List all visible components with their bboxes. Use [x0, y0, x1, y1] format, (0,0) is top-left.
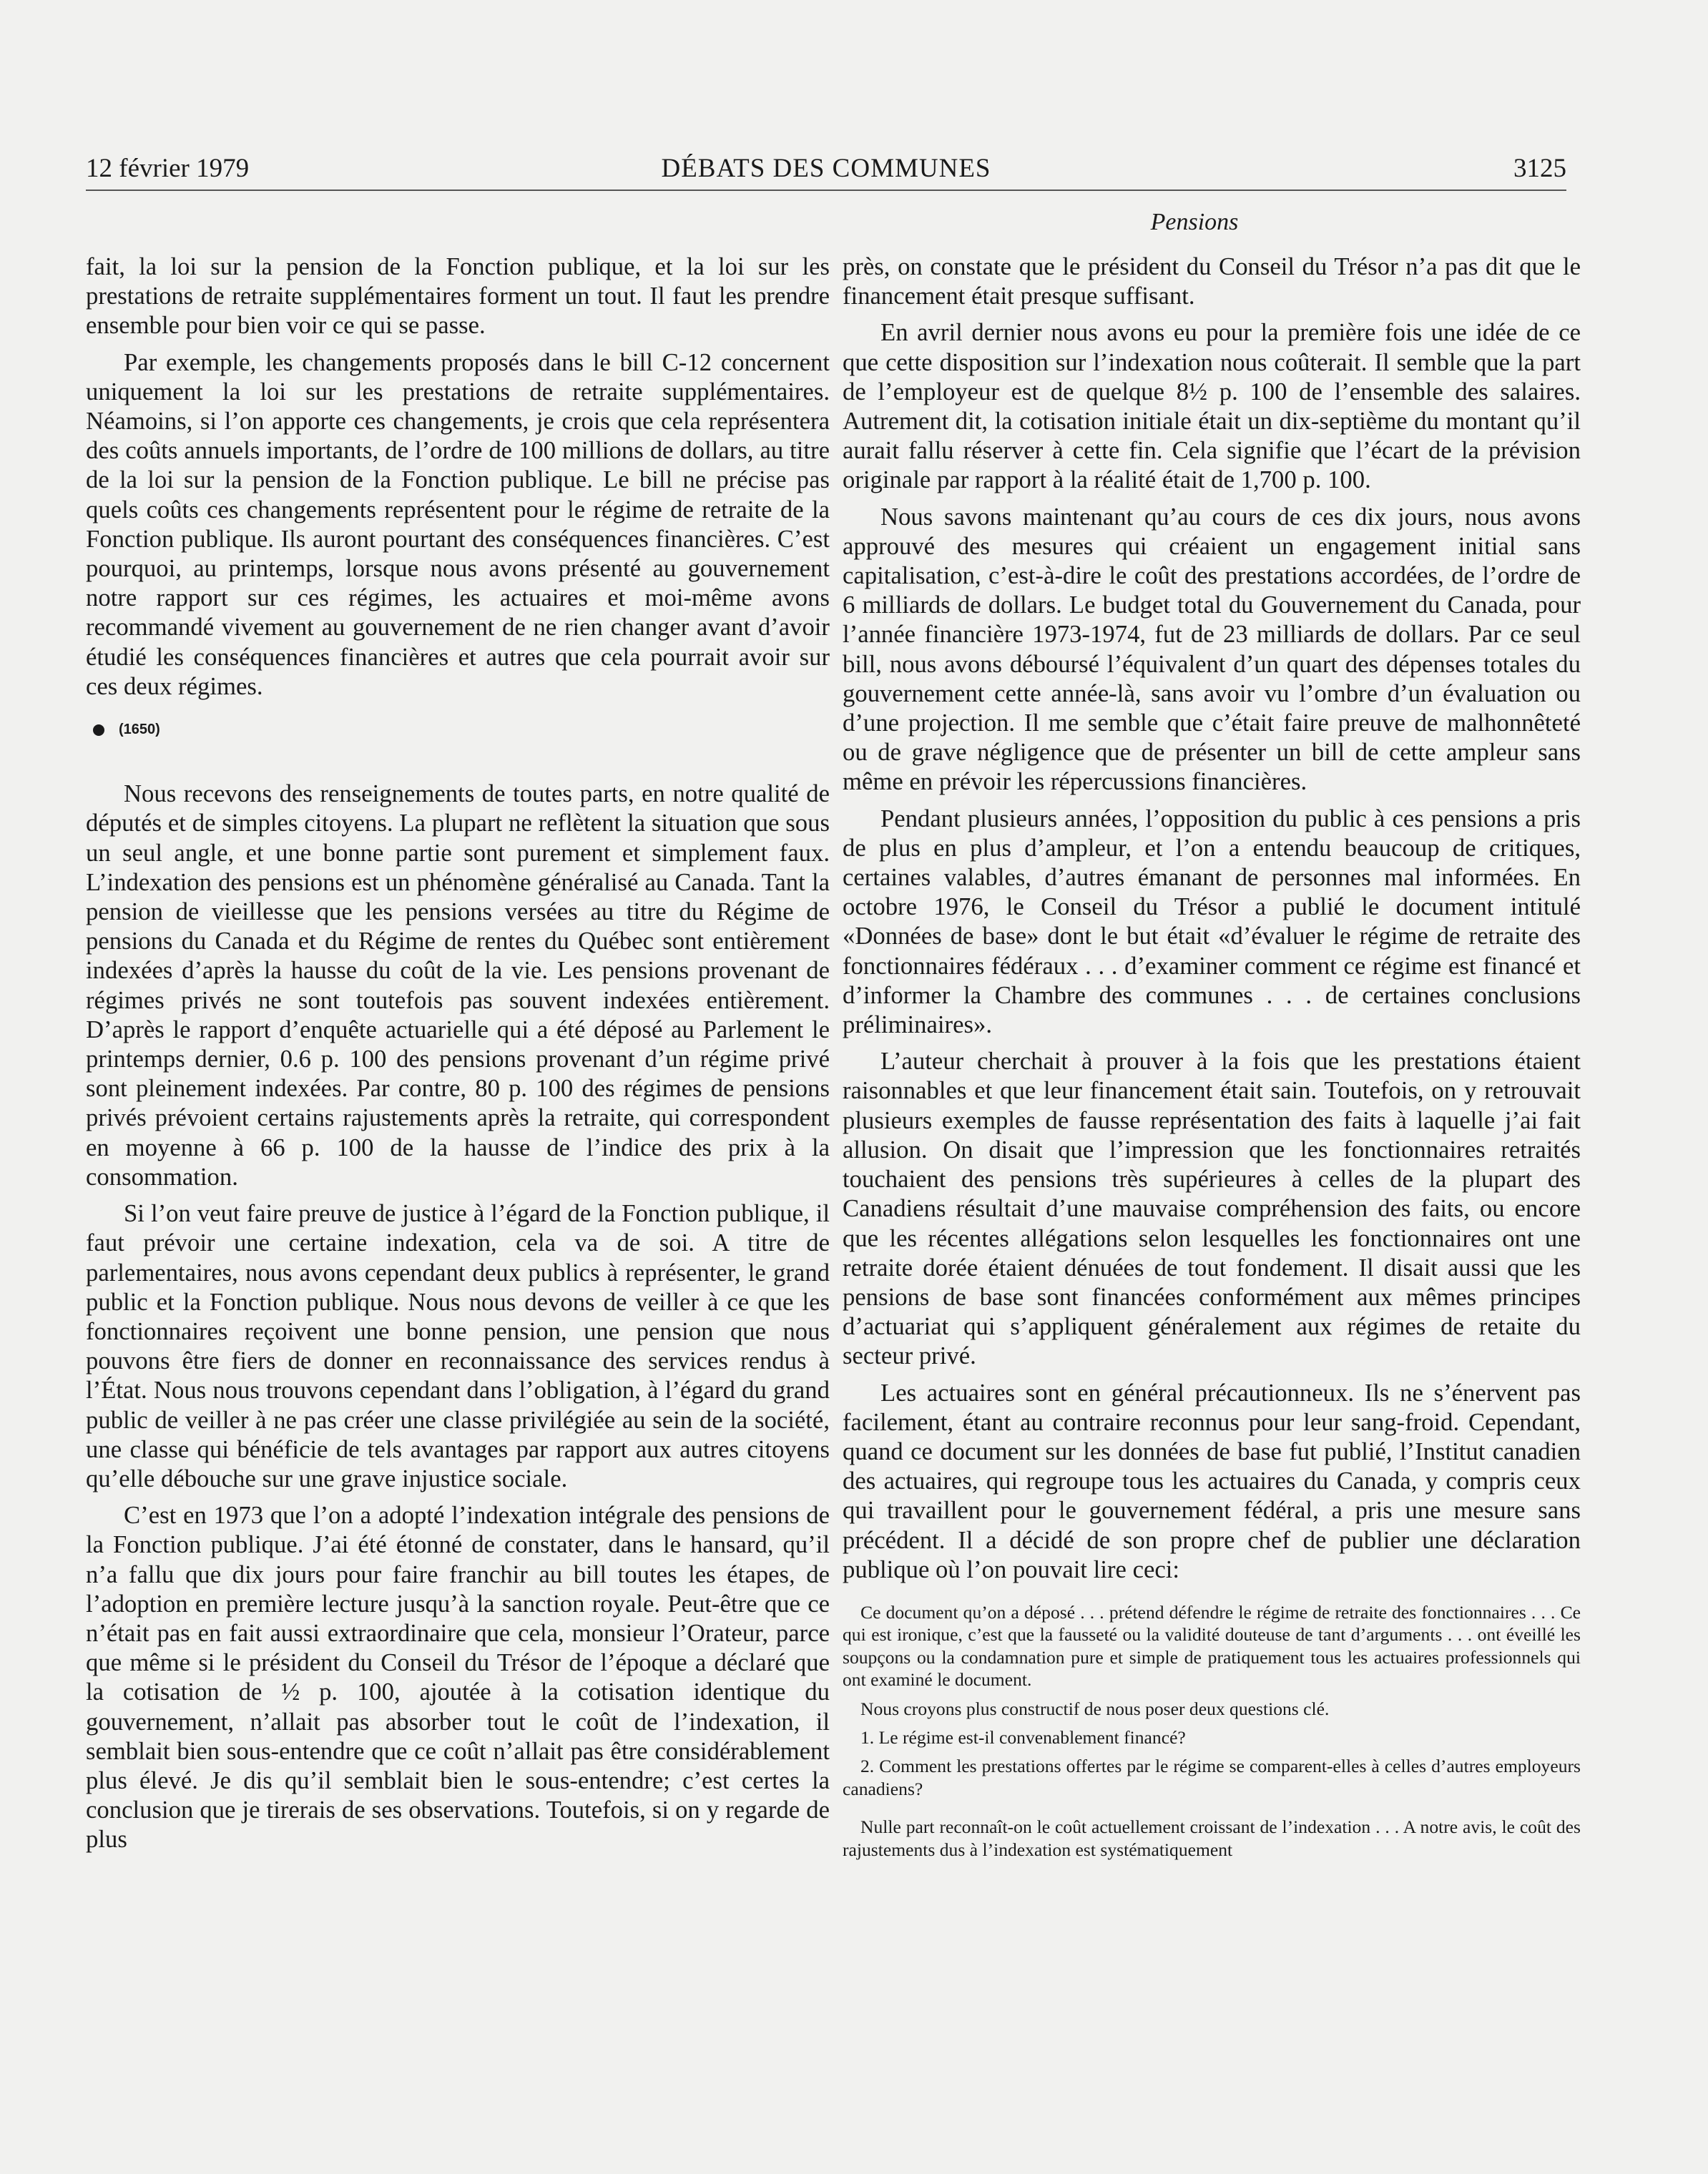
quote-paragraph: Ce document qu’on a déposé . . . prétend défendre le régime de retraite des fonctionnaires . . . Ce qui est ironique, c’est que la fausseté ou la validité douteuse de tant d’arguments . . . ont éveillé les soupçons ou la condamnation pure et simple de pratiquement tous les actuaires professionnels qui ont examiné le document. [843, 1601, 1581, 1691]
block-quote [843, 1601, 1581, 1861]
paragraph: près, on constate que le président du Conseil du Trésor n’a pas dit que le financement était presque suffisant. [843, 252, 1581, 310]
paragraph: C’est en 1973 que l’on a adopté l’indexation intégrale des pensions de la Fonction publique. J’ai été étonné de constater, dans le hansard, qu’il n’a fallu que dix jours pour faire franchir au bill toutes les étapes, de l’adoption en première lecture jusqu’à la sanction royale. Peut-être que ce n’était pas en fait aussi extraordinaire que cela, monsieur l’Orateur, parce que même si le président du Conseil du Trésor de l’époque a déclaré que la cotisation de ½ p. 100, ajoutée à la cotisation identique du gouvernement, n’allait pas absorber tout le coût de l’indexation, il semblait bien sous-entendre que ce coût n’allait pas être considérablement plus élevé. Je dis qu’il semblait bien le sous-entendre; c’est certes la conclusion que je tirerais de ses observations. Toutefois, si on y regarde de plus [86, 1501, 830, 1854]
paragraph: Pendant plusieurs années, l’opposition du public à ces pensions a pris de plus en plus d’ampleur, et l’on a entendu beaucoup de critiques, certaines valables, d’autres émanant de personnes mal informées. En octobre 1976, le Conseil du Trésor a publié le document intitulé «Données de base» dont le but était «d’évaluer le régime de retraite des fonctionnaires fédéraux . . . d’examiner comment ce régime est financé et d’informer la Chambre des communes . . . de certaines conclusions préliminaires». [843, 804, 1581, 1039]
paragraph: Les actuaires sont en général précautionneux. Ils ne s’énervent pas facilement, étant au contraire reconnus pour leur sang-froid. Cependant, quand ce document sur les données de base fut publié, l’Institut canadien des actuaires, qui regroupe tous les actuaires du Canada, y compris ceux qui travaillent pour le gouvernement fédéral, a pris une mesure sans précédent. Il a décidé de son propre chef de publier une déclaration publique où l’on pouvait lire ceci: [843, 1378, 1581, 1583]
time-marker-label: (1650) [119, 722, 160, 738]
paragraph: Si l’on veut faire preuve de justice à l’égard de la Fonction publique, il faut prévoir une certaine indexation, cela va de soi. A titre de parlementaires, nous avons cependant deux publics à représenter, le grand public et la Fonction publique. Nous nous devons de veiller à ce que les fonctionnaires reçoivent une bonne pension, une pension que nous pouvons être fiers de donner en reconnaissance des services rendus à l’État. Nous nous trouvons cependant dans l’obligation, à l’égard du grand public de veiller à ne pas créer une classe privilégiée au sein de la société, une classe qui bénéficie de tels avantages par rapport aux autres citoyens qu’elle débouche sur une grave injustice sociale. [86, 1199, 830, 1492]
paragraph: Nous savons maintenant qu’au cours de ces dix jours, nous avons approuvé des mesures qui créaient un engagement initial sans capitalisation, c’est-à-dire le coût des prestations accordées, de l’ordre de 6 milliards de dollars. Le budget total du Gouvernement du Canada, pour l’année financière 1973-1974, fut de 23 milliards de dollars. Par ce seul bill, nous avons déboursé l’équivalent d’un quart des dépenses totales du gouvernement cette année-là, sans avoir vu l’ombre d’un évaluation ou d’une projection. Il me semble que c’était faire preuve de malhonnêteté ou de grave négligence que de présenter un bill de cette ampleur sans même en prévoir les répercussions financières. [843, 502, 1581, 796]
header-title: DÉBATS DES COMMUNES [661, 154, 991, 183]
quote-paragraph: Nous croyons plus constructif de nous poser deux questions clé. [860, 1698, 1330, 1719]
section-title: Pensions [1150, 209, 1239, 235]
right-column [843, 252, 1581, 1861]
paragraph: L’auteur cherchait à prouver à la fois que les prestations étaient raisonnables et que leur financement était sain. Toutefois, on y retrouvait plusieurs exemples de fausse représentation des faits à laquelle j’ai fait allusion. On disait que l’impression que les fonctionnaires retraités touchaient des pensions très supérieures à celles de la plupart des Canadiens résultait d’une mauvaise compréhension des faits, ou encore que les récentes allégations selon lesquelles les fonctionnaires ont une retraite dorée étaient dénuées de tout fondement. Il disait aussi que les pensions de base sont financées conformément aux mêmes principes d’actuariat qui s’appliquent généralement aux régimes de retaite du secteur privé. [843, 1047, 1581, 1370]
header-rule [86, 190, 1566, 191]
paragraph: Par exemple, les changements proposés dans le bill C-12 concernent uniquement la loi sur les prestations de retraite supplémentaires. Néamoins, si l’on apporte ces changements, je crois que cela représentera des coûts annuels importants, de l’ordre de 100 millions de dollars, au titre de la loi sur la pension de la Fonction publique. Le bill ne précise pas quels coûts ces changements représentent pour le régime de retraite de la Fonction publique. Ils auront pourtant des conséquences financières. C’est pourquoi, au printemps, lorsque nous avons présenté au gouvernement notre rapport sur ces régimes, les actuaires et moi-même avons recommandé vivement au gouvernement de ne rien changer avant d’avoir étudié les conséquences financières et autres que cela pourrait avoir sur ces deux régimes. [86, 348, 830, 700]
paragraph: En avril dernier nous avons eu pour la première fois une idée de ce que cette disposition sur l’indexation nous coûterait. Il semble que la part de l’employeur est de quelque 8½ p. 100 de l’ensemble des salaires. Autrement dit, la cotisation initiale était un dix-septième du montant qu’il aurait fallu réserver à cette fin. Cela signifie que l’écart de la prévision originale par rapport à la réalité était de 1,700 p. 100. [843, 318, 1581, 494]
header-date: 12 février 1979 [86, 154, 250, 183]
paragraph: fait, la loi sur la pension de la Fonction publique, et la loi sur les prestations de retraite supplémentaires forment un tout. Il faut les prendre ensemble pour bien voir ce qui se passe. [86, 252, 830, 340]
left-column [86, 252, 830, 1854]
page-header [86, 153, 1566, 193]
quote-list-item: 2. Comment les prestations offertes par le régime se comparent-elles à celles d’autres employeurs canadiens? [843, 1756, 1581, 1799]
time-marker [93, 715, 830, 744]
quote-paragraph: Nulle part reconnaît-on le coût actuellement croissant de l’indexation . . . A notre avis, le coût des rajustements dus à l’indexation est systématiquement [843, 1816, 1581, 1860]
paragraph: Nous recevons des renseignements de toutes parts, en notre qualité de députés et de simples citoyens. La plupart ne reflètent la situation que sous un seul angle, et une bonne partie sont purement et simplement faux. L’indexation des pensions est un phénomène généralisé au Canada. Tant la pension de vieillesse que les pensions versées au titre du Régime de pensions du Canada et du Régime de rentes du Québec sont entièrement indexées d’après la hausse du coût de la vie. Les pensions provenant de régimes privés ne sont toutefois pas souvent indexées entièrement. D’après le rapport d’enquête actuarielle qui a été déposé au Parlement le printemps dernier, 0.6 p. 100 des pensions provenant d’un régime privé sont pleinement indexées. Par contre, 80 p. 100 des régimes de pensions privés prévoient certains rajustements après la retraite, qui correspondent en moyenne à 66 p. 100 de la hausse de l’indice des prix à la consommation. [86, 779, 830, 1191]
quote-list-item: 1. Le régime est-il convenablement financé? [860, 1726, 1186, 1748]
page-number: 3125 [1513, 154, 1566, 183]
bullet-icon [93, 724, 104, 736]
